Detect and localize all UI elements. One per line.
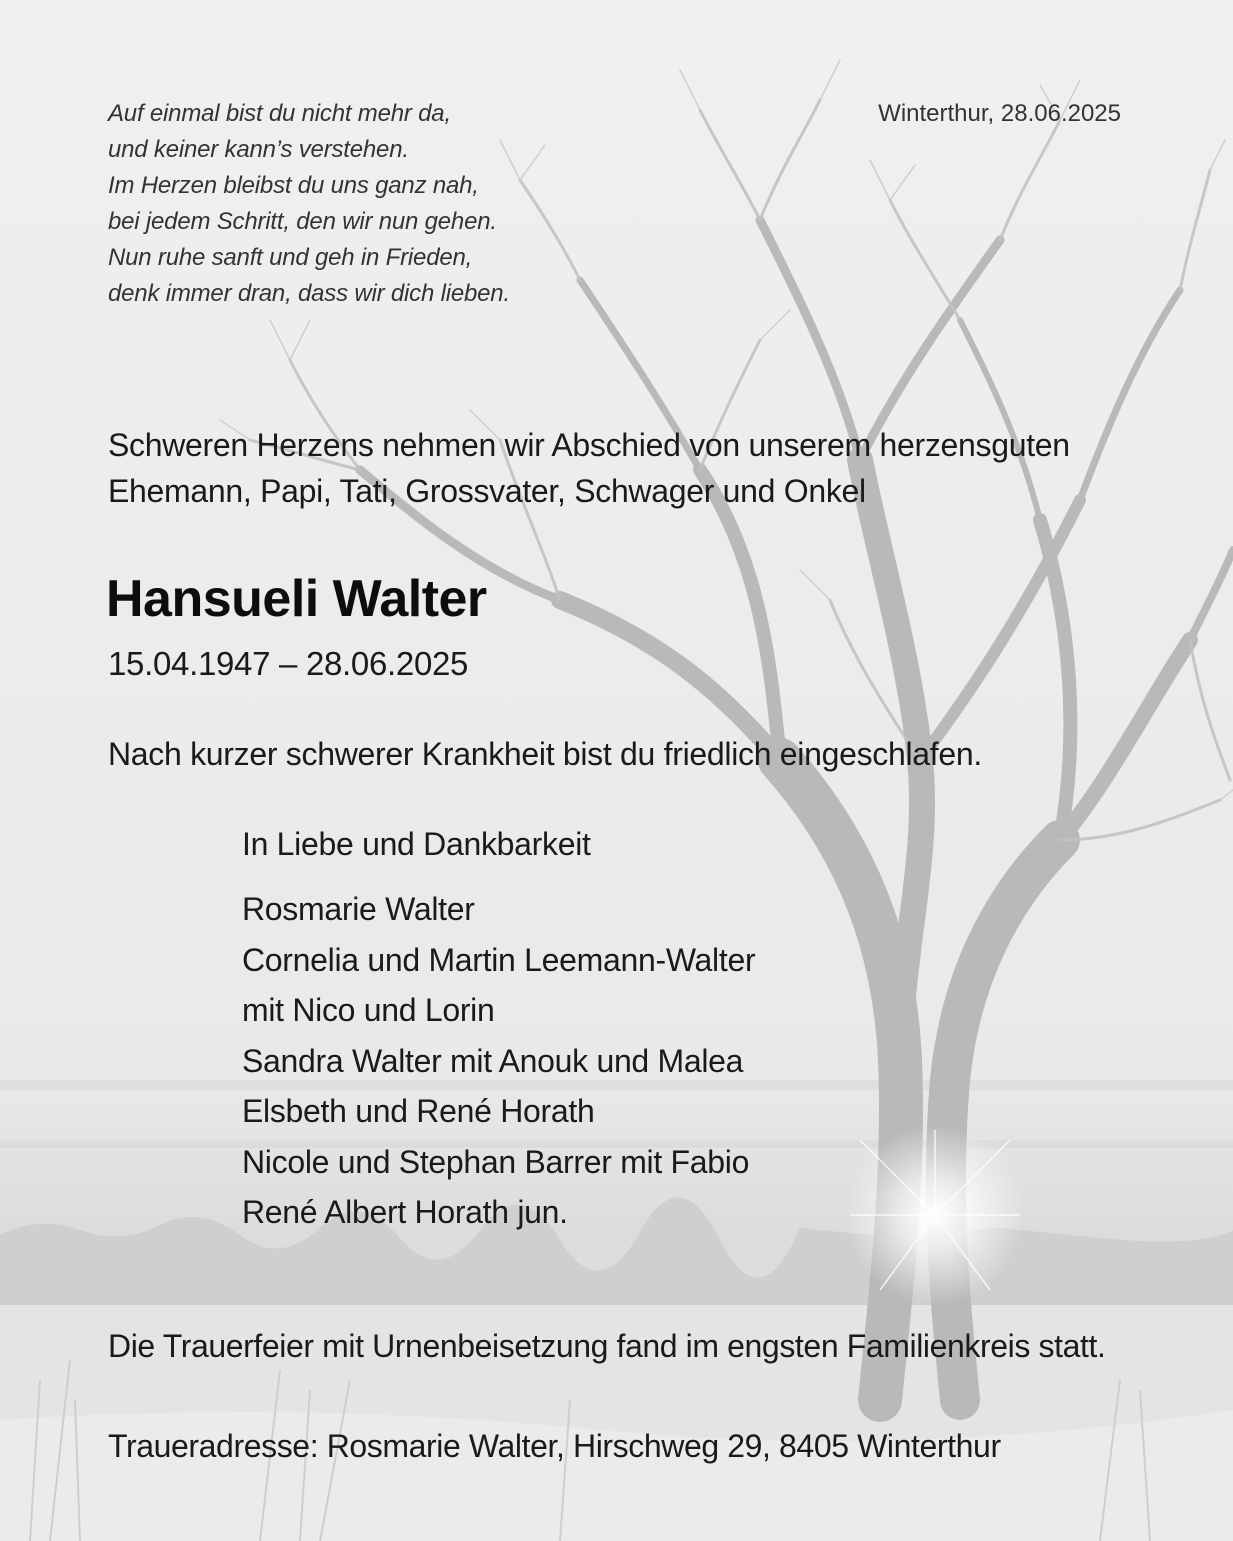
intro-text: [108, 422, 1148, 514]
mourner-line: René Albert Horath jun.: [242, 1194, 568, 1230]
place-date: Winterthur, 28.06.2025: [878, 100, 1121, 127]
intro-line: Schweren Herzens nehmen wir Abschied von unserem herzensguten: [108, 427, 1070, 463]
mourners-list: [242, 884, 755, 1238]
mourner-line: Cornelia und Martin Leemann-Walter: [242, 941, 756, 978]
mourner-line: Sandra Walter mit Anouk und Malea: [242, 1042, 744, 1079]
poem-line: bei jedem Schritt, den wir nun gehen.: [108, 208, 497, 235]
intro-line: Ehemann, Papi, Tati, Grossvater, Schwager und Onkel: [108, 473, 866, 509]
ceremony-note: Die Trauerfeier mit Urnenbeisetzung fand im engsten Familienkreis statt.: [108, 1328, 1106, 1364]
mourner-line: mit Nico und Lorin: [242, 992, 495, 1028]
mourning-address: Traueradresse: Rosmarie Walter, Hirschweg 29, 8405 Winterthur: [108, 1428, 1001, 1464]
poem-line: Nun ruhe sanft und geh in Frieden,: [108, 244, 473, 271]
mourner-line: Rosmarie Walter: [242, 891, 475, 927]
life-dates: 15.04.1947 – 28.06.2025: [108, 645, 469, 682]
mourner-line: Elsbeth und René Horath: [242, 1093, 595, 1129]
poem-line: und keiner kann’s verstehen.: [108, 136, 409, 163]
poem-line: Auf einmal bist du nicht mehr da,: [108, 100, 451, 127]
deceased-name: Hansueli Walter: [106, 570, 487, 628]
poem: [108, 96, 668, 312]
passing-note: Nach kurzer schwerer Krankheit bist du friedlich eingeschlafen.: [108, 736, 982, 772]
thanks-line: In Liebe und Dankbarkeit: [242, 826, 591, 862]
poem-line: Im Herzen bleibst du uns ganz nah,: [108, 172, 479, 199]
poem-line: denk immer dran, dass wir dich lieben.: [108, 280, 510, 307]
mourner-line: Nicole und Stephan Barrer mit Fabio: [242, 1143, 750, 1180]
